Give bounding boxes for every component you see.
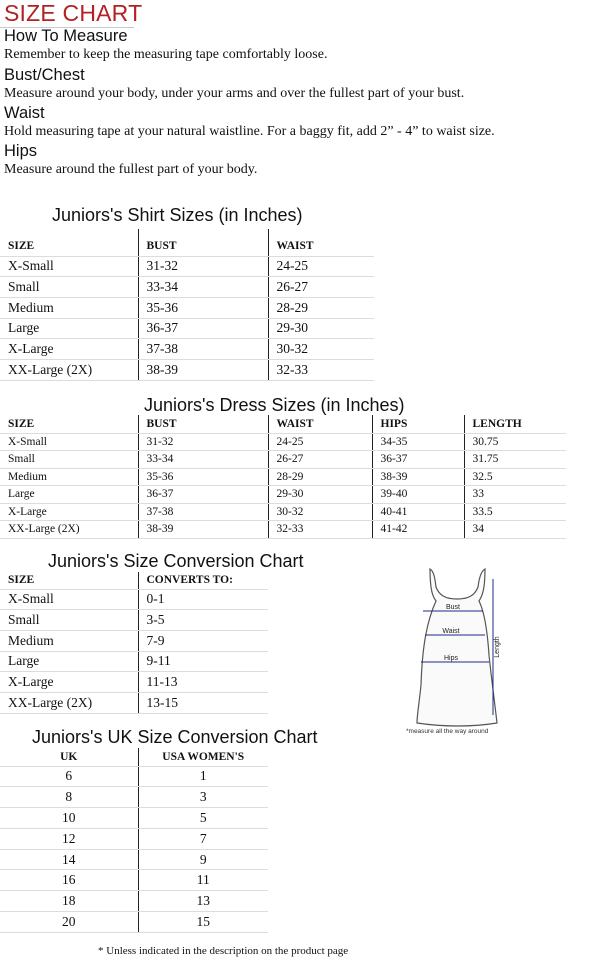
table-row [0, 828, 268, 849]
table-cell: 13-15 [138, 692, 268, 713]
table-cell: X-Small [0, 589, 138, 610]
table-cell: Small [0, 277, 138, 298]
shirt-size-table [0, 229, 374, 381]
column-header: SIZE [0, 572, 138, 589]
table-cell: X-Large [0, 503, 138, 521]
waist-label: Waist [442, 628, 460, 635]
table-cell: 9-11 [138, 651, 268, 672]
waist-text: Hold measuring tape at your natural waistline. For a baggy fit, add 2” - 4” to waist size. [4, 124, 495, 139]
table-header-row [0, 229, 374, 256]
table-cell: 12 [0, 828, 138, 849]
table-row [0, 849, 268, 870]
table-cell: 32-33 [268, 521, 372, 539]
table-cell: 26-27 [268, 451, 372, 469]
conversion-table [0, 572, 268, 714]
table-cell: Large [0, 651, 138, 672]
table-header-row [0, 572, 268, 589]
dress-measurement-figure [403, 565, 513, 737]
column-header: SIZE [0, 229, 138, 256]
table-row [0, 277, 374, 298]
table-header-row [0, 415, 566, 433]
table-row [0, 891, 268, 912]
table-cell: 36-37 [138, 318, 268, 339]
table-cell: 7-9 [138, 630, 268, 651]
dress-outline-icon [417, 569, 497, 726]
table-cell: Medium [0, 630, 138, 651]
table-cell: 15 [138, 912, 268, 933]
table-cell: Large [0, 318, 138, 339]
table-cell: 30-32 [268, 339, 374, 360]
table-cell: 34 [464, 521, 566, 539]
table-cell: 3-5 [138, 610, 268, 631]
column-header: LENGTH [464, 415, 566, 433]
table-row [0, 692, 268, 713]
column-header: USA WOMEN'S [138, 748, 268, 766]
table-cell: 8 [0, 787, 138, 808]
dress-size-table [0, 415, 566, 539]
column-header: HIPS [372, 415, 464, 433]
table-row [0, 521, 566, 539]
table-cell: 33-34 [138, 277, 268, 298]
uk-table-title: Juniors's UK Size Conversion Chart [32, 727, 318, 747]
how-to-measure-heading: How To Measure [4, 27, 128, 45]
hips-label: Hips [443, 655, 459, 662]
table-cell: 38-39 [138, 359, 268, 380]
table-cell: Small [0, 451, 138, 469]
page-title: SIZE CHART [4, 0, 143, 26]
table-cell: 7 [138, 828, 268, 849]
table-row [0, 318, 374, 339]
footnote: * Unless indicated in the description on the product page [98, 945, 349, 957]
table-cell: 37-38 [138, 339, 268, 360]
table-cell: Medium [0, 297, 138, 318]
bust-text: Measure around your body, under your arms and over the fullest part of your bust. [4, 86, 465, 101]
table-cell: 29-30 [268, 486, 372, 504]
table-cell: 6 [0, 766, 138, 787]
table-cell: 11-13 [138, 672, 268, 693]
table-cell: 33-34 [138, 451, 268, 469]
table-cell: 30.75 [464, 433, 566, 451]
table-cell: 39-40 [372, 486, 464, 504]
table-cell: XX-Large (2X) [0, 692, 138, 713]
waist-heading: Waist [4, 104, 45, 122]
table-row [0, 766, 268, 787]
table-cell: 20 [0, 912, 138, 933]
table-cell: 14 [0, 849, 138, 870]
how-to-measure-text: Remember to keep the measuring tape comfortably loose. [4, 47, 328, 62]
table-cell: Medium [0, 468, 138, 486]
table-cell: X-Small [0, 433, 138, 451]
table-cell: XX-Large (2X) [0, 359, 138, 380]
table-cell: 26-27 [268, 277, 374, 298]
table-cell: 11 [138, 870, 268, 891]
table-row [0, 468, 566, 486]
table-row [0, 912, 268, 933]
table-cell: 24-25 [268, 433, 372, 451]
table-cell: X-Large [0, 672, 138, 693]
table-cell: 40-41 [372, 503, 464, 521]
table-row [0, 433, 566, 451]
table-row [0, 503, 566, 521]
hips-heading: Hips [4, 142, 38, 160]
bust-label: Bust [445, 604, 461, 611]
table-row [0, 486, 566, 504]
conversion-table-title: Juniors's Size Conversion Chart [48, 551, 304, 571]
table-cell: 28-29 [268, 468, 372, 486]
table-cell: 32-33 [268, 359, 374, 380]
table-cell: 33.5 [464, 503, 566, 521]
table-row [0, 787, 268, 808]
table-cell: 30-32 [268, 503, 372, 521]
table-row [0, 339, 374, 360]
table-row [0, 297, 374, 318]
table-cell: 31-32 [138, 256, 268, 277]
column-header: CONVERTS TO: [138, 572, 268, 589]
table-header-row [0, 748, 268, 766]
table-cell: XX-Large (2X) [0, 521, 138, 539]
table-row [0, 808, 268, 829]
column-header: WAIST [268, 415, 372, 433]
table-cell: 18 [0, 891, 138, 912]
table-row [0, 870, 268, 891]
table-row [0, 630, 268, 651]
table-cell: 32.5 [464, 468, 566, 486]
table-cell: 31-32 [138, 433, 268, 451]
table-cell: Large [0, 486, 138, 504]
table-row [0, 589, 268, 610]
table-cell: 38-39 [138, 521, 268, 539]
table-cell: 10 [0, 808, 138, 829]
column-header: WAIST [268, 229, 374, 256]
table-cell: 9 [138, 849, 268, 870]
table-cell: 29-30 [268, 318, 374, 339]
table-row [0, 672, 268, 693]
table-cell: 5 [138, 808, 268, 829]
table-row [0, 451, 566, 469]
table-row [0, 256, 374, 277]
table-row [0, 610, 268, 631]
length-label: Length [494, 636, 501, 658]
table-cell: 13 [138, 891, 268, 912]
table-cell: X-Large [0, 339, 138, 360]
table-cell: 35-36 [138, 297, 268, 318]
table-cell: 38-39 [372, 468, 464, 486]
shirt-table-title: Juniors's Shirt Sizes (in Inches) [52, 205, 303, 225]
uk-conversion-table [0, 748, 268, 933]
table-cell: 0-1 [138, 589, 268, 610]
dress-table-title: Juniors's Dress Sizes (in Inches) [144, 395, 405, 415]
column-header: BUST [138, 229, 268, 256]
table-cell: 41-42 [372, 521, 464, 539]
table-cell: 33 [464, 486, 566, 504]
table-cell: 28-29 [268, 297, 374, 318]
table-cell: 1 [138, 766, 268, 787]
bust-heading: Bust/Chest [4, 66, 85, 84]
table-cell: 3 [138, 787, 268, 808]
figure-note: *measure all the way around [406, 728, 489, 735]
table-row [0, 359, 374, 380]
table-cell: X-Small [0, 256, 138, 277]
hips-text: Measure around the fullest part of your body. [4, 162, 258, 177]
table-cell: 37-38 [138, 503, 268, 521]
table-cell: 24-25 [268, 256, 374, 277]
column-header: SIZE [0, 415, 138, 433]
table-cell: 31.75 [464, 451, 566, 469]
table-cell: 16 [0, 870, 138, 891]
table-cell: 35-36 [138, 468, 268, 486]
column-header: BUST [138, 415, 268, 433]
table-row [0, 651, 268, 672]
table-cell: 34-35 [372, 433, 464, 451]
column-header: UK [0, 748, 138, 766]
table-cell: Small [0, 610, 138, 631]
table-cell: 36-37 [372, 451, 464, 469]
table-cell: 36-37 [138, 486, 268, 504]
